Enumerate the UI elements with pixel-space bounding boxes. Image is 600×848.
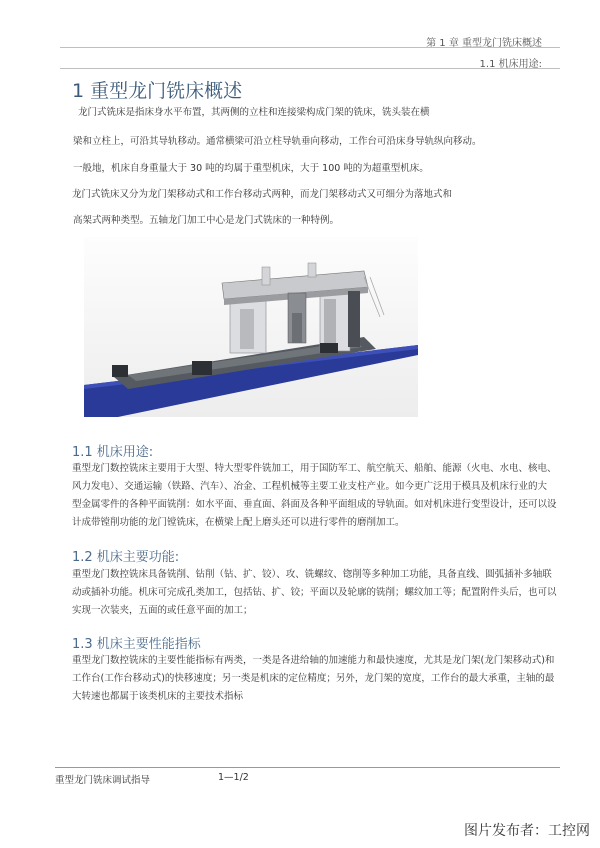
body-line: 重型龙门数控铣床具备铣削、钻削（钻、扩、铰）、攻、铣螺纹、锪削等多种加工功能，具备直线、圆弧插补多轴联 [72,569,552,580]
body-line: 重型龙门数控铣床主要用于大型、特大型零件铣加工，用于国防军工、航空航天、船舶、能源（火电、水电、核电、 [72,463,557,474]
intro-line: 梁和立柱上，可沿其导轨移动。通常横梁可沿立柱导轨垂向移动，工作台可沿床身导轨纵向移动。 [73,136,482,147]
body-line: 计成带镗削功能的龙门镗铣床，在横梁上配上磨头还可以进行零件的磨削加工。 [72,517,405,528]
footer-rule [55,767,560,768]
section-body-functions [72,566,557,620]
body-line: 动或插补功能。机床可完成孔类加工，包括钻、扩、铰；平面以及轮廓的铣削；螺纹加工等；配置附件头后，也可以 [72,587,557,598]
intro-line: 高架式两种类型。五轴龙门加工中心是龙门式铣床的一种特例。 [73,215,340,226]
page-title: 1 重型龙门铣床概述 [72,80,243,102]
section-heading-performance: 1.3 机床主要性能指标 [72,637,201,652]
gantry-milling-machine-image [84,237,418,417]
intro-line: 龙门式铣床又分为龙门架移动式和工作台移动式两种，而龙门架移动式又可细分为落地式和 [72,189,453,200]
intro-line: 一般地，机床自身重量大于 30 吨的均属于重型机床，大于 100 吨的为超重型机床。 [73,163,429,174]
body-line: 型金属零件的各种平面铣削：如水平面、垂直面、斜面及各种平面组成的导轨面。如对机床进行变型设计，还可以设 [72,499,557,510]
body-line: 风力发电）、交通运输（铁路、汽车）、冶金、工程机械等主要工业支柱产业。如今更广泛用于模具及机床行业的大 [72,481,548,492]
body-line: 重型龙门数控铣床的主要性能指标有两类，一类是各进给轴的加速能力和最快速度，尤其是龙门架(龙门架移动式)和 [72,655,555,666]
footer-doc-title: 重型龙门铣床调试指导 [55,775,151,786]
running-header-chapter: 第 1 章 重型龙门铣床概述 [426,38,542,49]
body-line: 工作台(工作台移动式)的快移速度；另一类是机床的定位精度；另外，龙门架的宽度，工作台的最大承重，主轴的最 [72,673,555,684]
publisher-watermark: 图片发布者：工控网 [464,823,590,839]
body-line: 大转速也都属于该类机床的主要技术指标 [72,691,244,702]
body-line: 实现一次装夹，五面的或任意平面的加工； [72,605,253,616]
section-heading-functions: 1.2 机床主要功能: [72,550,180,565]
footer-page-number: 1—1/2 [218,772,249,783]
section-body-performance [72,652,555,706]
intro-line: 龙门式铣床是指床身水平布置，其两侧的立柱和连接梁构成门架的铣床，铣头装在横 [78,107,430,118]
section-heading-uses: 1.1 机床用途: [72,445,154,460]
running-header-section: 1.1 机床用途: [479,59,542,70]
section-body-uses [72,460,557,532]
